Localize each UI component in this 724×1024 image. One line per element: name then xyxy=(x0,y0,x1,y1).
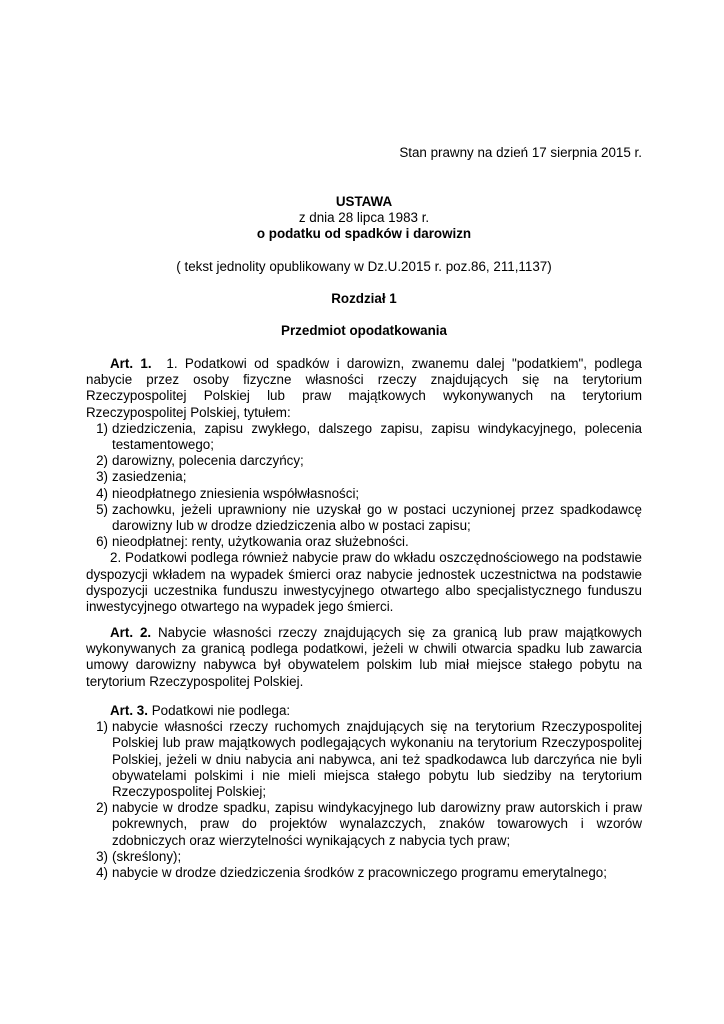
article-1-list xyxy=(86,421,642,551)
list-item: 3) (skreślony); xyxy=(96,848,182,864)
consolidated-text-note: ( tekst jednolity opublikowany w Dz.U.2015 r. poz.86, 211,1137) xyxy=(176,259,552,274)
article-1-label: Art. 1. xyxy=(110,356,152,371)
list-item: 4) nieodpłatnego zniesienia współwłasności; xyxy=(96,485,360,501)
article-1-paragraph-2: 2. Podatkowi podlega również nabycie praw do wkładu oszczędnościowego na podstawie dyspozycji wkładem na wypadek śmierci oraz nabycie jednostek uczestnictwa na podstawie dyspozycji uczestnika funduszu inwestycyjnego otwartego albo specjalistycznego funduszu inwestycyjnego otwartego na wypadek jego śmierci. xyxy=(86,550,642,615)
chapter-title: Przedmiot opodatkowania xyxy=(281,323,447,338)
article-1-intro-text: 1. Podatkowi od spadków i darowizn, zwanemu dalej "podatkiem", podlega nabycie przez osoby fizyczne własności rzeczy znajdujących się na terytorium Rzeczypospolitej Polskiej lub praw majątkowych wykonywanych na terytorium Rzeczypospolitej Polskiej, tytułem: xyxy=(86,356,642,420)
list-item: 5) zachowku, jeżeli uprawniony nie uzyskał go w postaci uczynionej przez spadkodawcę darowizny lub w drodze dziedziczenia albo w postaci zapisu; xyxy=(96,501,642,534)
list-item: 2) darowizny, polecenia darczyńcy; xyxy=(96,453,304,469)
act-title: o podatku od spadków i darowizn xyxy=(256,226,472,241)
article-3-intro-text: Podatkowi nie podlega: xyxy=(151,703,291,718)
list-item: 1) nabycie własności rzeczy ruchomych znajdujących się na terytorium Rzeczypospolitej Polskiej lub praw majątkowych podlegających wykonaniu na terytorium Rzeczypospolitej Polskiej, jeżeli w dniu nabycia ani nabywca, ani też spadkodawca lub darczyńca nie byli obywatelami polskimi i nie mieli miejsca stałego pobytu lub siedziby na terytorium Rzeczypospolitej Polskiej; xyxy=(96,719,642,800)
legal-status-date: Stan prawny na dzień 17 sierpnia 2015 r. xyxy=(399,145,642,160)
list-item: 1) dziedziczenia, zapisu zwykłego, dalszego zapisu, zapisu windykacyjnego, polecenia testamentowego; xyxy=(96,420,642,453)
article-1 xyxy=(86,356,642,615)
list-item: 4) nabycie w drodze dziedziczenia środków z pracowniczego programu emerytalnego; xyxy=(96,865,607,881)
article-2-label: Art. 2. xyxy=(110,625,152,640)
article-2-body: Nabycie własności rzeczy znajdujących się za granicą lub praw majątkowych wykonywanych za granicą podlega podatkowi, jeżeli w chwili otwarcia spadku lub zawarcia umowy darowizny nabywca był obywatelem polskim lub miał miejsce stałego pobytu na terytorium Rzeczypospolitej Polskiej. xyxy=(86,625,642,689)
article-2 xyxy=(86,625,642,690)
list-item: 6) nieodpłatnej: renty, użytkowania oraz służebności. xyxy=(96,534,409,550)
chapter-label: Rozdział 1 xyxy=(331,291,397,306)
list-item: 2) nabycie w drodze spadku, zapisu windykacyjnego lub darowizny praw autorskich i praw pokrewnych, praw do projektów wynalazczych, znaków towarowych i wzorów zdobniczych oraz wierzytelności wynikających z nabycia tych praw; xyxy=(96,800,642,848)
article-3-intro xyxy=(86,703,642,719)
article-3-list xyxy=(86,719,642,881)
article-3-label: Art. 3. xyxy=(110,703,148,718)
act-date: z dnia 28 lipca 1983 r. xyxy=(298,210,430,225)
list-item: 3) zasiedzenia; xyxy=(96,469,187,485)
article-1-intro xyxy=(86,356,642,421)
article-3 xyxy=(86,703,642,881)
act-type: USTAWA xyxy=(335,194,393,209)
article-2-text xyxy=(86,625,642,690)
